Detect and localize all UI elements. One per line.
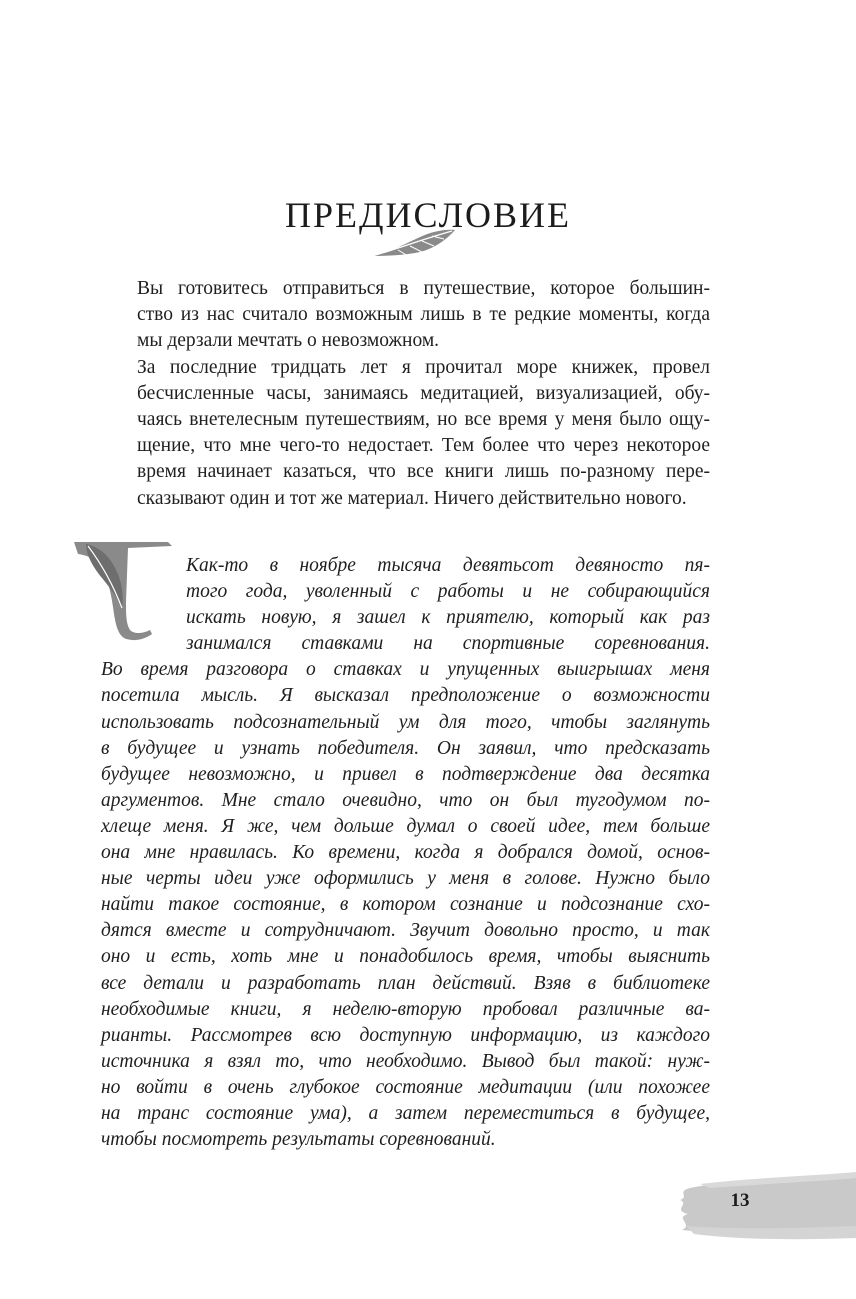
quote-line: все детали и разработать план действий. Взяв в библиотеке bbox=[101, 972, 710, 994]
quote-line: на транс состояние ума), а затем переместиться в будущее, bbox=[101, 1102, 710, 1124]
quote-line: того года, уволенный с работы и не собирающийся bbox=[186, 581, 710, 603]
feather-icon bbox=[368, 226, 458, 260]
quote-line: ные черты идеи уже оформились у меня в голове. Нужно было bbox=[101, 868, 710, 890]
quote-line: рианты. Рассмотрев всю доступную информацию, из каждого bbox=[101, 1024, 710, 1046]
quote-line: найти такое состояние, в котором сознание и подсознание схо- bbox=[101, 894, 710, 916]
intro-paragraph bbox=[101, 355, 710, 512]
intro-text bbox=[101, 276, 710, 512]
quote-line: но войти в очень глубокое состояние медитации (или похожее bbox=[101, 1076, 710, 1098]
quote-line: использовать подсознательный ум для того, чтобы заглянуть bbox=[101, 711, 710, 733]
text-line: сказывают один и тот же материал. Ничего действительно нового. bbox=[137, 487, 687, 509]
quote-line: посетила мысль. Я высказал предположение о возможности bbox=[101, 685, 710, 707]
quote-line: она мне нравилась. Ко времени, когда я добрался домой, основ- bbox=[101, 842, 710, 864]
quote-line: дятся вместе и сотрудничают. Звучит довольно просто, и так bbox=[101, 920, 710, 942]
text-line: щение, что мне чего-то недостает. Тем более что через некоторое bbox=[137, 435, 710, 457]
quote-line: хлеще меня. Я же, чем дольше думал о своей идее, тем больше bbox=[101, 815, 710, 837]
quote-block bbox=[101, 553, 710, 1153]
page-number: 13 bbox=[730, 1190, 750, 1211]
quote-line: Как-то в ноябре тысяча девятьсот девяносто пя- bbox=[186, 555, 710, 576]
text-line: За последние тридцать лет я прочитал море книжек, провел bbox=[137, 356, 710, 378]
text-line: Вы готовитесь отправиться в путешествие, которое большин- bbox=[137, 278, 710, 299]
quote-line: чтобы посмотреть результаты соревнований. bbox=[101, 1129, 496, 1151]
quote-line: необходимые книги, я неделю-вторую пробовал различные ва- bbox=[101, 998, 710, 1020]
text-line: бесчисленные часы, занимаясь медитацией, визуализацией, обу- bbox=[137, 382, 710, 404]
page-title: ПРЕДИСЛОВИЕ bbox=[284, 195, 572, 236]
text-line: мы дерзали мечтать о невозможном. bbox=[137, 330, 440, 352]
text-line: время начинает казаться, что все книги лишь по-разному пере- bbox=[137, 461, 710, 483]
intro-paragraph bbox=[101, 276, 710, 355]
quote-line: оно и есть, хоть мне и понадобилось время, чтобы выяснить bbox=[101, 946, 710, 968]
quote-line: Во время разговора о ставках и упущенных выигрышах меня bbox=[101, 659, 710, 681]
quote-line: аргументов. Мне стало очевидно, что он был тугодумом по- bbox=[101, 789, 710, 811]
quote-line: будущее невозможно, и привел в подтверждение два десятка bbox=[101, 763, 710, 785]
quote-line: источника я взял то, что необходимо. Вывод был такой: нуж- bbox=[101, 1050, 710, 1072]
quote-line: в будущее и узнать победителя. Он заявил, что предсказать bbox=[101, 737, 710, 759]
text-line: ство из нас считало возможным лишь в те редкие моменты, когда bbox=[137, 304, 710, 326]
quote-line: занимался ставками на спортивные соревнования. bbox=[186, 633, 710, 655]
text-line: чаясь внетелесным путешествиям, но все время у меня было ощу- bbox=[137, 409, 710, 431]
quote-line: искать новую, я зашел к приятелю, который как раз bbox=[186, 607, 710, 629]
